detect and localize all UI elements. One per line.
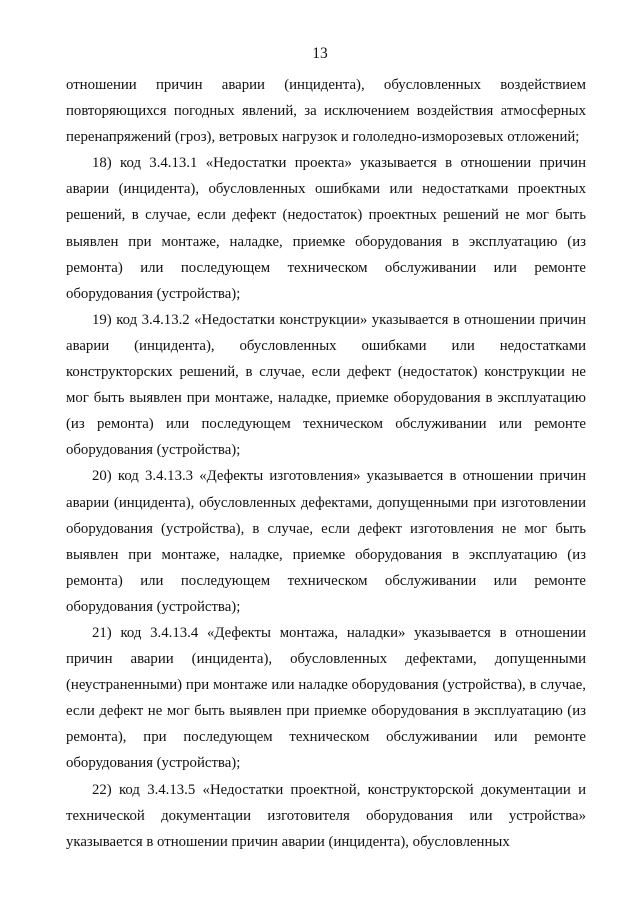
page-number: 13 [312, 45, 328, 62]
paragraph-item-18: 18) код 3.4.13.1 «Недостатки проекта» указывается в отношении причин аварии (инцидента), обусловленных ошибками или недостатками проектных решений, в случае, если дефект (недостаток) проектных решений не мог быть выявлен при монтаже, наладке, приемке оборудования в эксплуатацию (из ремонта) или последующем техническом обслуживании или ремонте оборудования (устройства); [66, 155, 586, 302]
paragraph-continuation: отношении причин аварии (инцидента), обусловленных воздействием повторяющихся погодных явлений, за исключением воздействия атмосферных перенапряжений (гроз), ветровых нагрузок и гололедно-изморозевых отложений; [66, 77, 586, 146]
paragraph-item-22: 22) код 3.4.13.5 «Недостатки проектной, конструкторской документации и технической документации изготовителя оборудования или устройства» указывается в отношении причин аварии (инцидента), обусловленных [66, 781, 586, 850]
document-body [66, 72, 586, 855]
paragraph-item-19: 19) код 3.4.13.2 «Недостатки конструкции» указывается в отношении причин аварии (инцидента), обусловленных ошибками или недостатками конструкторских решений, в случае, если дефект (недостаток) конструкции не мог быть выявлен при монтаже, наладке, приемке оборудования в эксплуатацию (из ремонта) или последующем техническом обслуживании или ремонте оборудования (устройства); [66, 311, 586, 459]
paragraph-item-21: 21) код 3.4.13.4 «Дефекты монтажа, наладки» указывается в отношении причин аварии (инцидента), обусловленных дефектами, допущенными (неустраненными) при монтаже или наладке оборудования (устройства), в случае, если дефект не мог быть выявлен при приемке оборудования в эксплуатацию (из ремонта), при последующем техническом обслуживании или ремонте оборудования (устройства); [66, 624, 586, 772]
paragraph-item-20: 20) код 3.4.13.3 «Дефекты изготовления» указывается в отношении причин аварии (инцидента), обусловленных дефектами, допущенными при изготовлении оборудования (устройства), в случае, если дефект изготовления не мог быть выявлен при монтаже, наладке, приемке оборудования в эксплуатацию (из ремонта) или последующем техническом обслуживании или ремонте оборудования (устройства); [66, 468, 586, 615]
